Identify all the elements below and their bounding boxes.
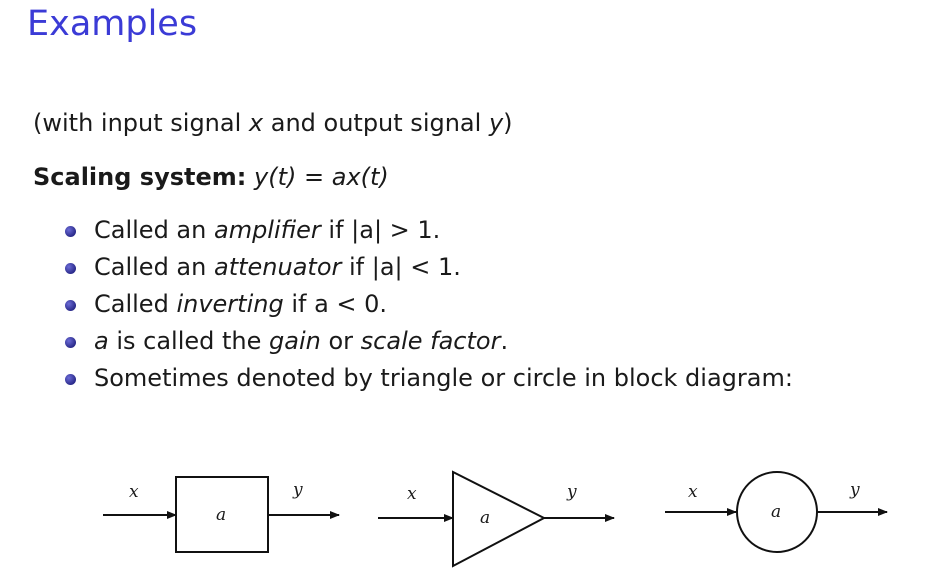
box-gain-label: a [216, 505, 227, 525]
circle-gain-label: a [771, 502, 782, 522]
slide-title: Examples [27, 4, 198, 44]
heading-label: Scaling system: [33, 163, 247, 191]
triangle-input-label: x [407, 484, 417, 504]
list-item: Called an amplifier if |a| > 1. [65, 212, 793, 249]
circle-diagram [665, 472, 887, 552]
triangle-gain-label: a [480, 508, 491, 528]
triangle-block [453, 472, 544, 566]
triangle-output-label: y [567, 482, 577, 502]
heading-equation: y(t) = ax(t) [254, 163, 389, 191]
box-diagram [103, 477, 339, 552]
box-output-label: y [293, 480, 303, 500]
circle-input-label: x [688, 482, 698, 502]
circle-output-label: y [850, 480, 860, 500]
list-item: Called an attenuator if |a| < 1. [65, 249, 793, 286]
box-input-label: x [129, 482, 139, 502]
intro-text: (with input signal x and output signal y) [33, 109, 513, 137]
list-item: Sometimes denoted by triangle or circle in block diagram: [65, 360, 793, 397]
output-variable: y [488, 109, 504, 137]
input-variable: x [248, 109, 264, 137]
triangle-diagram [378, 472, 614, 566]
list-item: a is called the gain or scale factor. [65, 323, 793, 360]
list-item: Called inverting if a < 0. [65, 286, 793, 323]
